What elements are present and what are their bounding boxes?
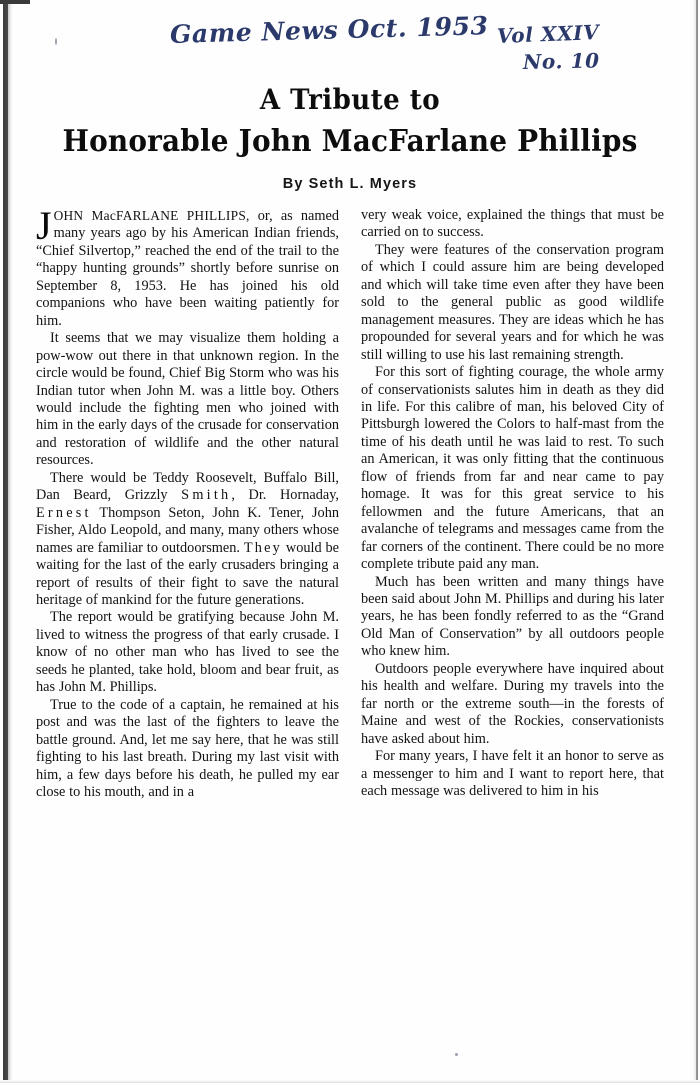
paragraph-left-1 bbox=[36, 203, 339, 330]
scan-speck bbox=[55, 38, 57, 45]
paragraph-left-3-d: would be waiting for the last of the early crusaders bringing a report of results of their fight to save the natural heritage of mankind for the future generations. bbox=[36, 539, 339, 608]
article-body-columns bbox=[36, 203, 664, 1073]
paragraph-left-3-a: There would be Teddy Roosevelt, Buffalo Bill, Dan Beard, Grizzly bbox=[36, 469, 339, 504]
handwritten-number-note: No. 10 bbox=[522, 48, 600, 74]
paragraph-left-4: The report would be gratifying because John M. lived to witness the progress of that early crusade. I know of no other man who has lived to see the seeds he planted, take hold, bloom and bear fruit, as has John M. Phillips. bbox=[36, 609, 339, 696]
paragraph-left-5: True to the code of a captain, he remained at his post and was the last of the fighters to leave the battle ground. And, let me say here, that he was still fighting to his last breath. During my last visit with him, a few days before his death, he pulled my ear close to his mouth, and in a bbox=[36, 696, 339, 800]
left-column bbox=[36, 203, 339, 1073]
drop-cap-letter: J bbox=[36, 203, 52, 248]
paragraph-left-3-c: Thompson Seton, John K. Tener, John Fisher, Aldo Leopold, and many, many others whose names are familiar to outdoorsmen. bbox=[36, 504, 339, 556]
article-title-block bbox=[20, 83, 680, 159]
paragraph-right-5: Outdoors people everywhere have inquired about his health and welfare. During my travels into the far north or the extreme south—in the forests of Maine and west of the Rockies, conservationists have asked about him. bbox=[361, 660, 664, 747]
article-byline: By Seth L. Myers bbox=[282, 176, 418, 192]
paragraph-right-3: For this sort of fighting courage, the whole army of conservationists salutes him in death as they did in life. For this calibre of man, his beloved City of Pittsburgh lowered the Colors to half-mast from the time of his death until he was laid to rest. To such an American, it was only fitting that the continuous flow of friends from far and near came to pay homage. It was for this great service to his fellowmen and the future Americans, that an avalanche of telegrams and messages came from the far corners of the continent. There could be no more complete tribute paid any man. bbox=[361, 364, 664, 573]
paragraph-left-3 bbox=[36, 470, 339, 610]
right-column bbox=[361, 207, 664, 1073]
paragraph-right-1: very weak voice, explained the things that must be carried on to success. bbox=[361, 207, 664, 241]
scan-edge-right-artifact bbox=[693, 0, 700, 1083]
paragraph-left-1-text: or, as named many years ago by his American Indian friends, “Chief Silvertop,” reached the end of the trail to the “happy hunting grounds” shortly before sunrise on September 8, 1953. He has joined his old companions who have been waiting patiently for him. bbox=[36, 208, 339, 329]
article-title-line-2: Honorable John MacFarlane Phillips bbox=[62, 124, 638, 159]
paragraph-right-4: Much has been written and many things have been said about John M. Phillips and during his later years, he has been fondly referred to as the “Grand Old Man of Conservation” by all outdoors people who knew him. bbox=[361, 573, 664, 660]
handwritten-volume-note: Vol XXIV bbox=[496, 20, 600, 48]
letterspaced-word-ernest: Ernest bbox=[36, 504, 92, 521]
handwritten-publication-note: Game News Oct. 1953 bbox=[169, 11, 489, 49]
letterspaced-word-smith: Smith bbox=[181, 487, 232, 504]
letterspaced-word-they: They bbox=[243, 539, 283, 556]
paragraph-left-2: It seems that we may visualize them holding a pow-wow out there in that unknown region. In the circle would be found, Chief Big Storm who was his Indian tutor when John M. was a little boy. Others would include the fighting men who joined with him in the early days of the crusade for conservation and restoration of wildlife and the other natural resources. bbox=[36, 330, 339, 469]
scan-edge-corner-artifact bbox=[0, 0, 30, 4]
scan-edge-left-artifact bbox=[0, 0, 13, 1083]
paragraph-right-2: They were features of the conservation program of which I could assure him are being developed and which will take time even after they have been sold to the general public as good wildlife management measures. They are ideas which he has propounded for several years and for which he was still willing to use his last remaining strength. bbox=[361, 241, 664, 363]
opening-small-caps: OHN MacFARLANE PHILLIPS, bbox=[53, 208, 250, 223]
paragraph-left-3-b: , Dr. Hornaday, bbox=[231, 487, 339, 504]
paragraph-right-6: For many years, I have felt it an honor to serve as a messenger to him and I want to report here, that each message was delivered to him in his bbox=[361, 748, 664, 799]
article-title-line-1: A Tribute to bbox=[259, 83, 441, 116]
